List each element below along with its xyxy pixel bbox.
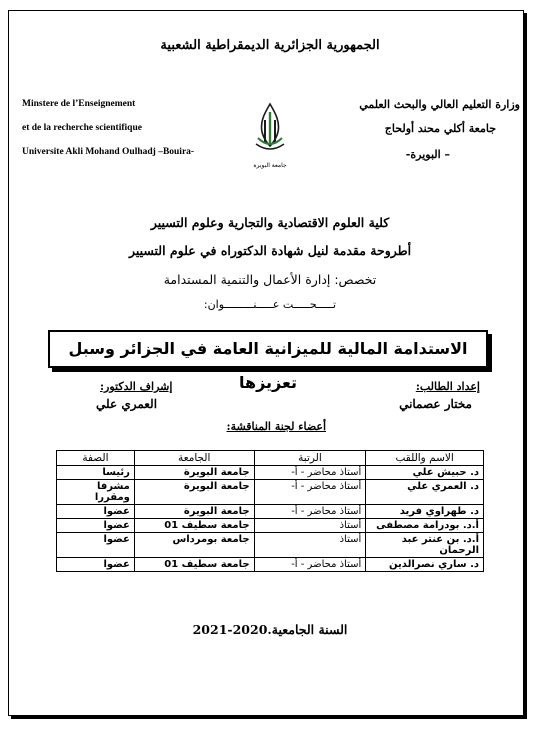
member-name: د. ساري نصرالدين [366, 558, 484, 572]
member-university: جامعة البويرة [134, 480, 254, 505]
supervisor-name: العمري علي [96, 397, 158, 411]
student-label: إعداد الطالب: [415, 380, 480, 393]
member-role: عضوا [57, 558, 135, 572]
thesis-title: الاستدامة المالية للميزانية العامة في الجزائر وسبل تعزيزها [48, 330, 488, 368]
table-row [57, 519, 484, 533]
member-name: أ.د. بودرامة مصطفى [366, 519, 484, 533]
table-row [57, 505, 484, 519]
table-row [57, 558, 484, 572]
header-role: الصفة [57, 451, 135, 466]
ar-ministry: وزارة التعليم العالي والبحث العلمي [359, 98, 520, 111]
fr-ministry-line2: et de la recherche scientifique [22, 123, 142, 133]
member-university: جامعة البويرة [134, 466, 254, 480]
academic-year: السنة الجامعية.2020-2021 [192, 622, 348, 637]
committee-table [56, 450, 484, 572]
ar-city: – البويرة- [405, 148, 450, 161]
member-name: د. العمري علي [366, 480, 484, 505]
university-logo [248, 100, 292, 169]
table-row [57, 533, 484, 558]
under-title-label: تـــــحـــــت عـــــنـــــــــوان: [203, 298, 337, 311]
specialization-line: تخصص: إدارة الأعمال والتنمية المستدامة [163, 272, 377, 287]
member-role: مشرفا ومقررا [57, 480, 135, 505]
university-logo-icon [248, 100, 292, 164]
header-university: الجامعة [134, 451, 254, 466]
member-role: عضوا [57, 533, 135, 558]
member-role: رئيسا [57, 466, 135, 480]
member-role: عضوا [57, 519, 135, 533]
thesis-line: أطروحة مقدمة لنيل شهادة الدكتوراه في علوم التسيير [128, 243, 412, 258]
table-row [57, 480, 484, 505]
member-role: عضوا [57, 505, 135, 519]
header-rank: الرتبة [254, 451, 366, 466]
student-name: مختار عصماني [399, 397, 472, 411]
supervisor-label: إشراف الدكتور: [100, 380, 173, 393]
member-name: د. حبيش علي [366, 466, 484, 480]
fr-university: Universite Akli Mohand Oulhadj –Bouira- [22, 147, 195, 157]
fr-ministry-line1: Minstere de l’Enseignement [22, 99, 136, 109]
member-rank: أستاذ محاضر - أ- [254, 466, 366, 480]
member-name: د. طهراوي فريد [366, 505, 484, 519]
member-university: جامعة البويرة [134, 505, 254, 519]
committee-label: أعضاء لجنة المناقشة: [226, 420, 326, 433]
ar-university: جامعة أكلي محند أولحاج [384, 122, 496, 135]
republic-heading: الجمهورية الجزائرية الديمقراطية الشعبية [160, 38, 380, 53]
member-university: جامعة سطيف 01 [134, 519, 254, 533]
member-rank: أستاذ [254, 519, 366, 533]
member-name: أ.د. بن عنتر عبد الرحمان [366, 533, 484, 558]
header-name: الاسم واللقب [366, 451, 484, 466]
member-university: جامعة بومرداس [134, 533, 254, 558]
member-rank: أستاذ محاضر - أ- [254, 480, 366, 505]
table-header-row [57, 451, 484, 466]
member-university: جامعة سطيف 01 [134, 558, 254, 572]
member-rank: أستاذ محاضر - أ- [254, 505, 366, 519]
member-rank: أستاذ [254, 533, 366, 558]
faculty-line: كلية العلوم الاقتصادية والتجارية وعلوم التسيير [150, 215, 390, 230]
member-rank: أستاذ محاضر - أ- [254, 558, 366, 572]
table-row [57, 466, 484, 480]
logo-caption: جامعة البويرة [253, 162, 287, 169]
